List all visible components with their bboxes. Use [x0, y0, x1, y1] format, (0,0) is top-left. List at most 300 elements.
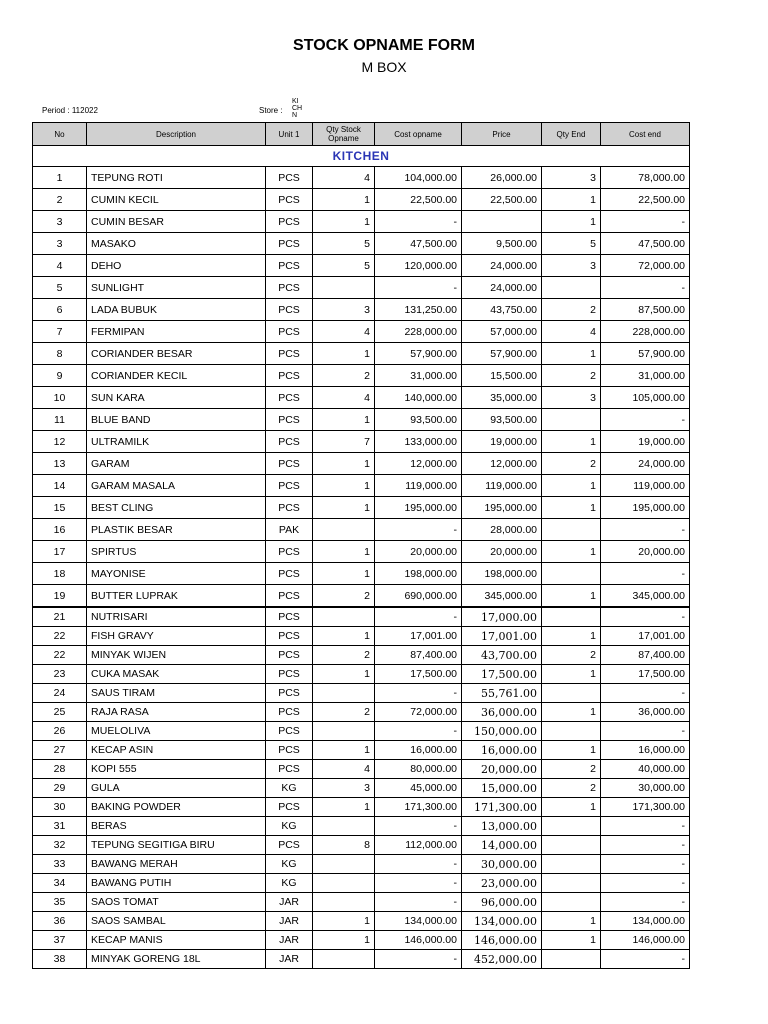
period-info	[42, 106, 98, 115]
table-row	[33, 497, 690, 519]
row-cost-opname: 31,000.00	[375, 365, 462, 387]
row-cost-opname: 120,000.00	[375, 255, 462, 277]
row-price: 146,000.00	[462, 931, 542, 950]
row-qty-stock: 5	[313, 233, 375, 255]
row-cost-end: 57,900.00	[601, 343, 690, 365]
row-price: 171,300.00	[462, 798, 542, 817]
row-price: 24,000.00	[462, 277, 542, 299]
row-cost-end: 22,500.00	[601, 189, 690, 211]
row-description: BAKING POWDER	[87, 798, 266, 817]
row-qty-stock	[313, 607, 375, 627]
row-unit: PCS	[266, 365, 313, 387]
row-description: FERMIPAN	[87, 321, 266, 343]
row-unit: PCS	[266, 277, 313, 299]
row-cost-end: 134,000.00	[601, 912, 690, 931]
row-no: 4	[33, 255, 87, 277]
row-cost-end: -	[601, 855, 690, 874]
row-description: SPIRTUS	[87, 541, 266, 563]
row-cost-opname: 195,000.00	[375, 497, 462, 519]
row-price: 22,500.00	[462, 189, 542, 211]
row-qty-end: 1	[542, 798, 601, 817]
row-cost-end: 40,000.00	[601, 760, 690, 779]
row-qty-stock: 1	[313, 453, 375, 475]
row-price: 57,000.00	[462, 321, 542, 343]
row-qty-end	[542, 607, 601, 627]
row-unit: PCS	[266, 409, 313, 431]
row-qty-end: 4	[542, 321, 601, 343]
row-price: 19,000.00	[462, 431, 542, 453]
row-description: CORIANDER BESAR	[87, 343, 266, 365]
table-row	[33, 343, 690, 365]
row-unit: PCS	[266, 585, 313, 608]
row-no: 9	[33, 365, 87, 387]
row-description: GULA	[87, 779, 266, 798]
row-cost-end: 31,000.00	[601, 365, 690, 387]
row-cost-end: 87,500.00	[601, 299, 690, 321]
row-no: 14	[33, 475, 87, 497]
row-unit: PAK	[266, 519, 313, 541]
row-description: MINYAK GORENG 18L	[87, 950, 266, 969]
row-no: 27	[33, 741, 87, 760]
col-header-description: Description	[87, 123, 266, 146]
row-cost-opname: 133,000.00	[375, 431, 462, 453]
col-header-qty-end: Qty End	[542, 123, 601, 146]
row-qty-stock	[313, 277, 375, 299]
row-price: 198,000.00	[462, 563, 542, 585]
row-unit: PCS	[266, 387, 313, 409]
row-qty-end: 1	[542, 585, 601, 608]
row-qty-stock: 4	[313, 167, 375, 189]
table-row	[33, 519, 690, 541]
row-unit: PCS	[266, 189, 313, 211]
row-qty-stock: 1	[313, 189, 375, 211]
row-price: 93,500.00	[462, 409, 542, 431]
col-header-no: No	[33, 123, 87, 146]
row-no: 2	[33, 189, 87, 211]
table-row	[33, 453, 690, 475]
table-row	[33, 167, 690, 189]
row-qty-stock: 1	[313, 798, 375, 817]
row-unit: PCS	[266, 541, 313, 563]
row-cost-opname: -	[375, 277, 462, 299]
row-qty-stock: 1	[313, 563, 375, 585]
row-description: SUN KARA	[87, 387, 266, 409]
row-qty-end: 2	[542, 779, 601, 798]
row-cost-opname: 16,000.00	[375, 741, 462, 760]
row-description: BAWANG MERAH	[87, 855, 266, 874]
row-cost-end: -	[601, 722, 690, 741]
table-row	[33, 277, 690, 299]
row-qty-stock	[313, 855, 375, 874]
row-no: 31	[33, 817, 87, 836]
row-qty-stock: 3	[313, 299, 375, 321]
row-qty-end	[542, 874, 601, 893]
table-row	[33, 189, 690, 211]
row-cost-opname: 93,500.00	[375, 409, 462, 431]
table-row	[33, 893, 690, 912]
row-qty-stock	[313, 722, 375, 741]
row-cost-opname: -	[375, 211, 462, 233]
row-description: BUTTER LUPRAK	[87, 585, 266, 608]
row-cost-end: 72,000.00	[601, 255, 690, 277]
row-cost-opname: 228,000.00	[375, 321, 462, 343]
row-qty-end: 1	[542, 189, 601, 211]
row-qty-stock: 1	[313, 741, 375, 760]
table-row	[33, 874, 690, 893]
row-no: 28	[33, 760, 87, 779]
store-value: KI CH N	[292, 98, 303, 119]
row-cost-opname: -	[375, 817, 462, 836]
row-no: 22	[33, 646, 87, 665]
row-description: CUKA MASAK	[87, 665, 266, 684]
table-row	[33, 541, 690, 563]
table-row	[33, 931, 690, 950]
row-description: PLASTIK BESAR	[87, 519, 266, 541]
row-qty-stock: 7	[313, 431, 375, 453]
row-cost-end: -	[601, 519, 690, 541]
row-unit: PCS	[266, 760, 313, 779]
row-cost-opname: -	[375, 607, 462, 627]
row-no: 37	[33, 931, 87, 950]
row-no: 18	[33, 563, 87, 585]
row-price: 17,500.00	[462, 665, 542, 684]
row-cost-end: -	[601, 563, 690, 585]
row-unit: PCS	[266, 607, 313, 627]
row-unit: PCS	[266, 299, 313, 321]
stock-table	[32, 122, 690, 969]
table-row	[33, 299, 690, 321]
row-qty-end: 1	[542, 343, 601, 365]
row-no: 22	[33, 627, 87, 646]
row-price: 15,000.00	[462, 779, 542, 798]
row-no: 38	[33, 950, 87, 969]
row-cost-end: 24,000.00	[601, 453, 690, 475]
table-row	[33, 211, 690, 233]
row-qty-stock: 2	[313, 585, 375, 608]
row-description: BLUE BAND	[87, 409, 266, 431]
row-cost-end: 17,500.00	[601, 665, 690, 684]
row-qty-end	[542, 855, 601, 874]
row-price: 150,000.00	[462, 722, 542, 741]
row-qty-end: 2	[542, 453, 601, 475]
col-header-unit: Unit 1	[266, 123, 313, 146]
row-price: 452,000.00	[462, 950, 542, 969]
row-no: 15	[33, 497, 87, 519]
row-qty-stock	[313, 950, 375, 969]
row-qty-stock: 1	[313, 912, 375, 931]
row-cost-opname: 80,000.00	[375, 760, 462, 779]
row-qty-end	[542, 836, 601, 855]
table-row	[33, 321, 690, 343]
row-qty-stock: 4	[313, 387, 375, 409]
row-price: 134,000.00	[462, 912, 542, 931]
row-no: 12	[33, 431, 87, 453]
row-cost-end: 228,000.00	[601, 321, 690, 343]
row-cost-opname: -	[375, 722, 462, 741]
row-unit: PCS	[266, 722, 313, 741]
table-row	[33, 836, 690, 855]
row-cost-opname: -	[375, 519, 462, 541]
row-cost-end: -	[601, 684, 690, 703]
table-row	[33, 255, 690, 277]
table-row	[33, 798, 690, 817]
row-description: CORIANDER KECIL	[87, 365, 266, 387]
row-unit: PCS	[266, 563, 313, 585]
row-qty-end: 3	[542, 255, 601, 277]
row-description: CUMIN KECIL	[87, 189, 266, 211]
row-cost-opname: 12,000.00	[375, 453, 462, 475]
section-label: KITCHEN	[33, 146, 690, 167]
row-description: GARAM MASALA	[87, 475, 266, 497]
row-no: 7	[33, 321, 87, 343]
row-cost-opname: 146,000.00	[375, 931, 462, 950]
table-row	[33, 475, 690, 497]
row-no: 1	[33, 167, 87, 189]
table-header-row	[33, 123, 690, 146]
row-price: 55,761.00	[462, 684, 542, 703]
row-cost-end: 345,000.00	[601, 585, 690, 608]
table-row	[33, 684, 690, 703]
row-description: KOPI 555	[87, 760, 266, 779]
row-cost-end: 119,000.00	[601, 475, 690, 497]
col-header-qty-stock-opname: Qty Stock Opname	[313, 123, 375, 146]
row-price: 12,000.00	[462, 453, 542, 475]
row-no: 21	[33, 607, 87, 627]
table-row	[33, 585, 690, 608]
row-price: 119,000.00	[462, 475, 542, 497]
row-no: 23	[33, 665, 87, 684]
table-row	[33, 912, 690, 931]
row-unit: PCS	[266, 836, 313, 855]
row-cost-end: -	[601, 950, 690, 969]
row-qty-end: 2	[542, 646, 601, 665]
row-qty-stock: 2	[313, 646, 375, 665]
row-cost-end: -	[601, 836, 690, 855]
row-qty-end: 1	[542, 431, 601, 453]
row-no: 26	[33, 722, 87, 741]
table-row	[33, 950, 690, 969]
row-cost-opname: -	[375, 684, 462, 703]
row-cost-end: 78,000.00	[601, 167, 690, 189]
row-qty-stock: 2	[313, 365, 375, 387]
table-row	[33, 431, 690, 453]
row-description: CUMIN BESAR	[87, 211, 266, 233]
row-cost-end: 16,000.00	[601, 741, 690, 760]
row-qty-end	[542, 563, 601, 585]
row-price: 28,000.00	[462, 519, 542, 541]
table-row	[33, 409, 690, 431]
row-qty-end: 1	[542, 627, 601, 646]
row-qty-stock: 3	[313, 779, 375, 798]
period-label: Period :	[42, 106, 70, 115]
row-qty-stock: 4	[313, 321, 375, 343]
row-qty-end	[542, 950, 601, 969]
row-qty-stock: 1	[313, 665, 375, 684]
row-no: 35	[33, 893, 87, 912]
row-unit: JAR	[266, 893, 313, 912]
row-description: SAOS SAMBAL	[87, 912, 266, 931]
row-cost-opname: 45,000.00	[375, 779, 462, 798]
row-unit: JAR	[266, 912, 313, 931]
row-qty-end	[542, 817, 601, 836]
table-row	[33, 563, 690, 585]
row-description: BEST CLING	[87, 497, 266, 519]
row-qty-stock: 5	[313, 255, 375, 277]
table-row	[33, 703, 690, 722]
row-qty-stock	[313, 817, 375, 836]
row-unit: PCS	[266, 255, 313, 277]
row-no: 5	[33, 277, 87, 299]
row-description: KECAP MANIS	[87, 931, 266, 950]
row-price: 30,000.00	[462, 855, 542, 874]
row-price: 20,000.00	[462, 541, 542, 563]
row-qty-stock: 1	[313, 409, 375, 431]
row-qty-stock: 1	[313, 343, 375, 365]
table-row	[33, 722, 690, 741]
row-unit: PCS	[266, 321, 313, 343]
row-description: SAUS TIRAM	[87, 684, 266, 703]
row-unit: PCS	[266, 431, 313, 453]
row-no: 25	[33, 703, 87, 722]
row-description: MASAKO	[87, 233, 266, 255]
row-qty-stock: 1	[313, 541, 375, 563]
row-qty-end	[542, 519, 601, 541]
row-description: KECAP ASIN	[87, 741, 266, 760]
row-qty-end	[542, 893, 601, 912]
row-cost-end: 30,000.00	[601, 779, 690, 798]
row-qty-end	[542, 684, 601, 703]
row-description: RAJA RASA	[87, 703, 266, 722]
row-price: 36,000.00	[462, 703, 542, 722]
row-price	[462, 211, 542, 233]
row-description: SAOS TOMAT	[87, 893, 266, 912]
table-row	[33, 855, 690, 874]
row-qty-end: 2	[542, 760, 601, 779]
row-price: 13,000.00	[462, 817, 542, 836]
row-cost-end: 47,500.00	[601, 233, 690, 255]
row-cost-end: 195,000.00	[601, 497, 690, 519]
row-cost-opname: 112,000.00	[375, 836, 462, 855]
row-no: 33	[33, 855, 87, 874]
row-price: 15,500.00	[462, 365, 542, 387]
row-qty-end	[542, 277, 601, 299]
row-cost-opname: -	[375, 893, 462, 912]
row-qty-end: 1	[542, 541, 601, 563]
row-cost-opname: 57,900.00	[375, 343, 462, 365]
form-title: STOCK OPNAME FORM	[293, 37, 475, 54]
row-qty-stock: 1	[313, 627, 375, 646]
row-description: SUNLIGHT	[87, 277, 266, 299]
row-cost-opname: 47,500.00	[375, 233, 462, 255]
col-header-cost-opname: Cost opname	[375, 123, 462, 146]
row-cost-opname: 72,000.00	[375, 703, 462, 722]
row-qty-stock	[313, 874, 375, 893]
row-qty-stock	[313, 684, 375, 703]
row-cost-end: 146,000.00	[601, 931, 690, 950]
col-header-cost-end: Cost end	[601, 123, 690, 146]
store-label: Store :	[259, 106, 283, 115]
row-description: TEPUNG SEGITIGA BIRU	[87, 836, 266, 855]
row-price: 14,000.00	[462, 836, 542, 855]
row-unit: PCS	[266, 211, 313, 233]
row-no: 8	[33, 343, 87, 365]
row-unit: PCS	[266, 343, 313, 365]
row-qty-end: 1	[542, 475, 601, 497]
row-description: LADA BUBUK	[87, 299, 266, 321]
row-qty-end	[542, 722, 601, 741]
row-cost-opname: 104,000.00	[375, 167, 462, 189]
row-no: 3	[33, 233, 87, 255]
row-no: 32	[33, 836, 87, 855]
row-qty-end: 1	[542, 665, 601, 684]
row-description: MAYONISE	[87, 563, 266, 585]
row-unit: JAR	[266, 950, 313, 969]
row-no: 29	[33, 779, 87, 798]
row-cost-end: 19,000.00	[601, 431, 690, 453]
row-cost-opname: 17,001.00	[375, 627, 462, 646]
row-price: 57,900.00	[462, 343, 542, 365]
table-row	[33, 607, 690, 627]
row-no: 17	[33, 541, 87, 563]
row-no: 30	[33, 798, 87, 817]
row-unit: KG	[266, 817, 313, 836]
row-unit: PCS	[266, 475, 313, 497]
row-cost-end: -	[601, 409, 690, 431]
row-cost-end: -	[601, 211, 690, 233]
row-no: 16	[33, 519, 87, 541]
row-description: FISH GRAVY	[87, 627, 266, 646]
row-cost-end: -	[601, 893, 690, 912]
row-unit: PCS	[266, 497, 313, 519]
row-price: 43,700.00	[462, 646, 542, 665]
row-qty-end: 3	[542, 167, 601, 189]
row-qty-stock	[313, 519, 375, 541]
row-unit: PCS	[266, 798, 313, 817]
row-cost-opname: 20,000.00	[375, 541, 462, 563]
row-description: MINYAK WIJEN	[87, 646, 266, 665]
row-price: 17,000.00	[462, 607, 542, 627]
row-description: TEPUNG ROTI	[87, 167, 266, 189]
row-price: 35,000.00	[462, 387, 542, 409]
row-cost-opname: 134,000.00	[375, 912, 462, 931]
row-qty-end: 1	[542, 912, 601, 931]
row-price: 20,000.00	[462, 760, 542, 779]
row-cost-opname: -	[375, 874, 462, 893]
row-qty-stock: 1	[313, 475, 375, 497]
table-row	[33, 665, 690, 684]
row-qty-end: 1	[542, 211, 601, 233]
row-no: 34	[33, 874, 87, 893]
row-description: ULTRAMILK	[87, 431, 266, 453]
row-qty-end: 2	[542, 299, 601, 321]
row-cost-end: 20,000.00	[601, 541, 690, 563]
row-description: DEHO	[87, 255, 266, 277]
row-cost-opname: -	[375, 950, 462, 969]
row-unit: KG	[266, 855, 313, 874]
row-price: 9,500.00	[462, 233, 542, 255]
row-qty-end	[542, 409, 601, 431]
row-cost-end: -	[601, 277, 690, 299]
row-no: 24	[33, 684, 87, 703]
table-row	[33, 233, 690, 255]
row-price: 96,000.00	[462, 893, 542, 912]
row-cost-opname: -	[375, 855, 462, 874]
row-cost-opname: 17,500.00	[375, 665, 462, 684]
row-price: 24,000.00	[462, 255, 542, 277]
row-qty-stock	[313, 893, 375, 912]
row-qty-stock: 8	[313, 836, 375, 855]
table-row	[33, 817, 690, 836]
